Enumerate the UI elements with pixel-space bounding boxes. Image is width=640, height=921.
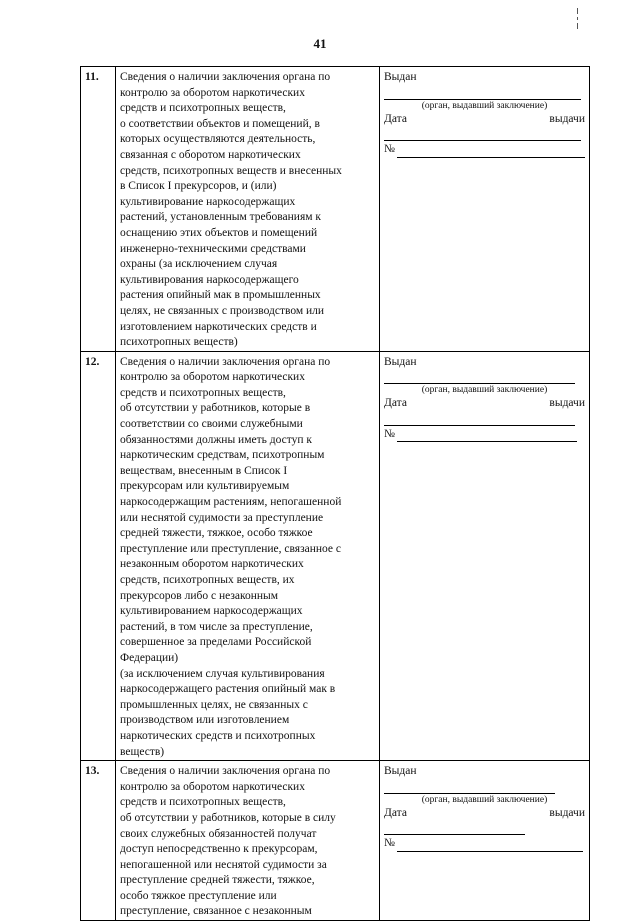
row-number: 12. [81,351,116,760]
date-row [384,396,585,412]
issued-label: Выдан [384,71,417,83]
row-number: 13. [81,761,116,921]
description-line: в Список I прекурсоров, и (или) [120,180,277,193]
organ-line[interactable] [384,370,575,384]
date-label: Дата [384,806,407,819]
description-line: своих служебных обязанностей получат [120,827,317,840]
description-lines [120,70,375,351]
description-line: растений, установленным требованиям к [120,211,321,224]
row-description [116,351,380,760]
description-line: средств, психотропных веществ, их [120,574,295,586]
description-line: преступление, связанное с незаконным [120,905,312,918]
description-line: Сведения о наличии заключения органа по [120,765,331,778]
description-line: соответствии со своими служебными [120,418,303,431]
description-line: доступ непосредственно к прекурсорам, [120,843,318,856]
description-line: (за исключением случая культивирования [120,667,325,680]
organ-caption: (орган, выдавший заключение) [421,794,548,805]
issue-label: выдачи [549,112,585,125]
description-line: преступление средней тяжести, тяжкое, [120,874,315,887]
description-line: средней тяжести, тяжкое, особо тяжкое [120,527,313,540]
row-number: 11. [81,67,116,352]
description-line: инженерно-техническими средствами [120,242,306,255]
issue-label: выдачи [549,806,585,819]
number-sign: № [384,427,395,440]
description-line: связанная с оборотом наркотических [120,148,301,161]
date-row [384,112,585,128]
date-row [384,806,585,822]
description-line: изготовлением наркотических средств и [120,320,317,333]
description-line: средств и психотропных веществ, [120,386,286,399]
organ-line[interactable] [384,86,581,100]
number-line[interactable] [397,839,583,852]
issue-label: выдачи [549,397,585,410]
organ-caption: (орган, выдавший заключение) [421,385,548,396]
description-line: культивирования наркосодержащего [120,273,299,286]
issuance-field [380,67,590,352]
row-description [116,761,380,921]
description-line: оснащению этих объектов и помещений [120,226,318,239]
description-line: средств, психотропных веществ и внесенных [120,164,342,177]
description-line: о соответствии объектов и помещений, в [120,117,320,130]
description-line: промышленных целях, не связанных с [120,698,308,711]
page-number: 41 [313,36,327,51]
description-line: Федерации) [120,651,179,664]
row-description [116,67,380,352]
description-line: контролю за оборотом наркотических [120,780,305,793]
issued-label: Выдан [384,765,417,778]
issuance-field [380,351,590,760]
date-line[interactable] [384,412,575,426]
table-row [81,67,590,352]
number-sign: № [384,143,395,156]
description-line: культивированием наркосодержащих [120,605,303,618]
description-line: растений, в том числе за преступление, [120,620,313,633]
date-label: Дата [384,112,407,125]
description-line: растения опийный мак в промышленных [120,289,321,302]
description-line: незаконным оборотом наркотических [120,558,304,571]
description-line: производством или изготовлением [120,714,290,727]
number-row [384,142,585,158]
description-line: наркотическим средствам, психотропным [120,449,325,462]
description-line: непогашенной или неснятой судимости за [120,858,327,871]
description-line: об отсутствии у работников, которые в [120,402,311,415]
requirements-table [80,66,590,921]
description-line: или неснятой судимости за преступление [120,511,324,524]
description-line: наркотических средств и психотропных [120,729,316,742]
number-sign: № [384,837,395,850]
issued-label: Выдан [384,355,417,368]
number-row [384,836,585,852]
description-lines [120,764,375,920]
description-line: средств и психотропных веществ, [120,796,286,809]
scan-corner-marks [576,8,580,30]
organ-caption: (орган, выдавший заключение) [421,100,548,111]
date-line[interactable] [384,821,525,835]
number-line[interactable] [397,429,577,442]
description-line: наркосодержащим растениям, непогашенной [120,496,342,509]
description-line: особо тяжкое преступление или [120,889,277,902]
organ-line[interactable] [384,780,555,794]
description-line: прекурсорам или культивируемым [120,480,290,493]
description-line: веществам, внесенным в Список I [120,464,288,477]
date-line[interactable] [384,127,581,141]
description-lines [120,355,375,760]
description-line: Сведения о наличии заключения органа по [120,71,331,83]
description-line: наркосодержащего растения опийный мак в [120,683,336,696]
table-row [81,761,590,921]
description-line: охраны (за исключением случая [120,258,278,271]
table-row [81,351,590,760]
description-line: контролю за оборотом наркотических [120,86,305,99]
description-line: веществ) [120,745,165,758]
number-row [384,427,585,443]
description-line: которых осуществляются деятельность, [120,133,316,146]
description-line: средств и психотропных веществ, [120,102,286,115]
description-line: совершенное за пределами Российской [120,636,312,649]
description-line: целях, не связанных с производством или [120,304,325,317]
description-line: преступление или преступление, связанное с [120,542,342,555]
description-line: Сведения о наличии заключения органа по [120,355,331,368]
description-line: об отсутствии у работников, которые в силу [120,811,336,824]
number-line[interactable] [397,145,585,158]
issuance-field [380,761,590,921]
description-line: прекурсоров либо с незаконным [120,589,279,602]
description-line: психотропных веществ) [120,336,238,349]
date-label: Дата [384,397,407,410]
description-line: культивирование наркосодержащих [120,195,296,208]
description-line: обязанностями должны иметь доступ к [120,433,312,446]
description-line: контролю за оборотом наркотических [120,371,305,384]
